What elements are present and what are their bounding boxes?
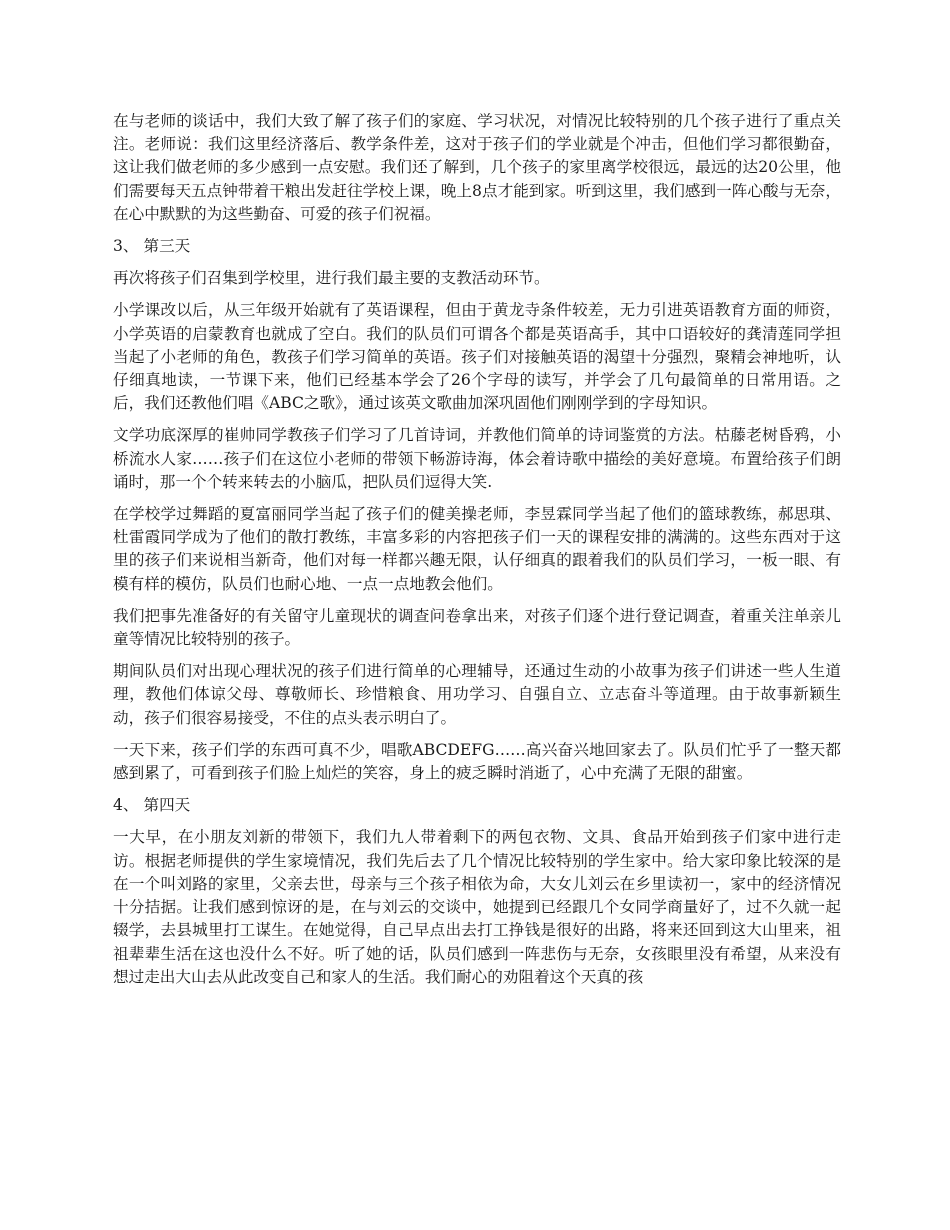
paragraph: 再次将孩子们召集到学校里，进行我们最主要的支教活动环节。 (113, 269, 550, 288)
paragraph: 一天下来，孩子们学的东西可真不少，唱歌ABCDEFG……高兴奋兴地回家去了。队员们忙乎了一整天都感到累了，可看到孩子们脸上灿烂的笑容，身上的疲乏瞬时消逝了，心中充满了无限的甜蜜。 (113, 740, 841, 783)
paragraph: 我们把事先准备好的有关留守儿童现状的调查问卷拿出来，对孩子们逐个进行登记调查，着重关注单亲儿童等情况比较特别的孩子。 (113, 606, 841, 649)
paragraph: 在学校学过舞蹈的夏富丽同学当起了孩子们的健美操老师，李昱霖同学当起了他们的篮球教练，郝思琪、杜雷霞同学成为了他们的散打教练，丰富多彩的内容把孩子们一天的课程安排的满满的。这些东西对于这里的孩子们来说相当新奇，他们对每一样都兴趣无限，认仔细真的跟着我们的队员们学习，一板一眼、有模有样的模仿，队员们也耐心地、一点一点地教会他们。 (113, 505, 841, 593)
paragraph: 文学功底深厚的崔帅同学教孩子们学习了几首诗词，并教他们简单的诗词鉴赏的方法。枯藤老树昏鸦，小桥流水人家……孩子们在这位小老师的带领下畅游诗海，体会着诗歌中描绘的美好意境。布置给孩子们朗诵时，那一个个转来转去的小脑瓜，把队员们逗得大笑. (113, 426, 841, 491)
document-page (113, 110, 841, 989)
paragraph: 期间队员们对出现心理状况的孩子们进行简单的心理辅导，还通过生动的小故事为孩子们讲述一些人生道理，教他们体谅父母、尊敬师长、珍惜粮食、用功学习、自强自立、立志奋斗等道理。由于故事新颖生动，孩子们很容易接受，不住的点头表示明白了。 (113, 662, 841, 727)
paragraph: 在与老师的谈话中，我们大致了解了孩子们的家庭、学习状况，对情况比较特别的几个孩子进行了重点关注。老师说：我们这里经济落后、教学条件差，这对于孩子们的学业就是个冲击，但他们学习都很勤奋，这让我们做老师的多少感到一点安慰。我们还了解到，几个孩子的家里离学校很远，最远的达20公里，他们需要每天五点钟带着干粮出发赶往学校上课，晚上8点才能到家。听到这里，我们感到一阵心酸与无奈，在心中默默的为这些勤奋、可爱的孩子们祝福。 (113, 112, 841, 223)
paragraph: 小学课改以后，从三年级开始就有了英语课程，但由于黄龙寺条件较差，无力引进英语教育方面的师资，小学英语的启蒙教育也就成了空白。我们的队员们可谓各个都是英语高手，其中口语较好的龚清莲同学担当起了小老师的角色，教孩子们学习简单的英语。孩子们对接触英语的渴望十分强烈，聚精会神地听，认仔细真地读，一节课下来，他们已经基本学会了26个字母的读写，并学会了几句最简单的日常用语。之后，我们还教他们唱《ABC之歌》，通过该英文歌曲加深巩固他们刚刚学到的字母知识。 (113, 301, 841, 413)
section-heading: 3、 第三天 (113, 237, 191, 256)
section-heading: 4、 第四天 (113, 796, 191, 815)
paragraph: 一大早，在小朋友刘新的带领下，我们九人带着剩下的两包衣物、文具、食品开始到孩子们家中进行走访。根据老师提供的学生家境情况，我们先后去了几个情况比较特别的学生家中。给大家印象比较深的是在一个叫刘路的家里，父亲去世，母亲与三个孩子相依为命，大女儿刘云在乡里读初一，家中的经济情况十分拮据。让我们感到惊讶的是，在与刘云的交谈中，她提到已经跟几个女同学商量好了，过不久就一起辍学，去县城里打工谋生。在她觉得，自己早点出去打工挣钱是很好的出路，将来还回到这大山里来，祖祖辈辈生活在这也没什么不好。听了她的话，队员们感到一阵悲伤与无奈，女孩眼里没有希望，从来没有想过走出大山去从此改变自己和家人的生活。我们耐心的劝阻着这个天真的孩 (113, 828, 841, 986)
